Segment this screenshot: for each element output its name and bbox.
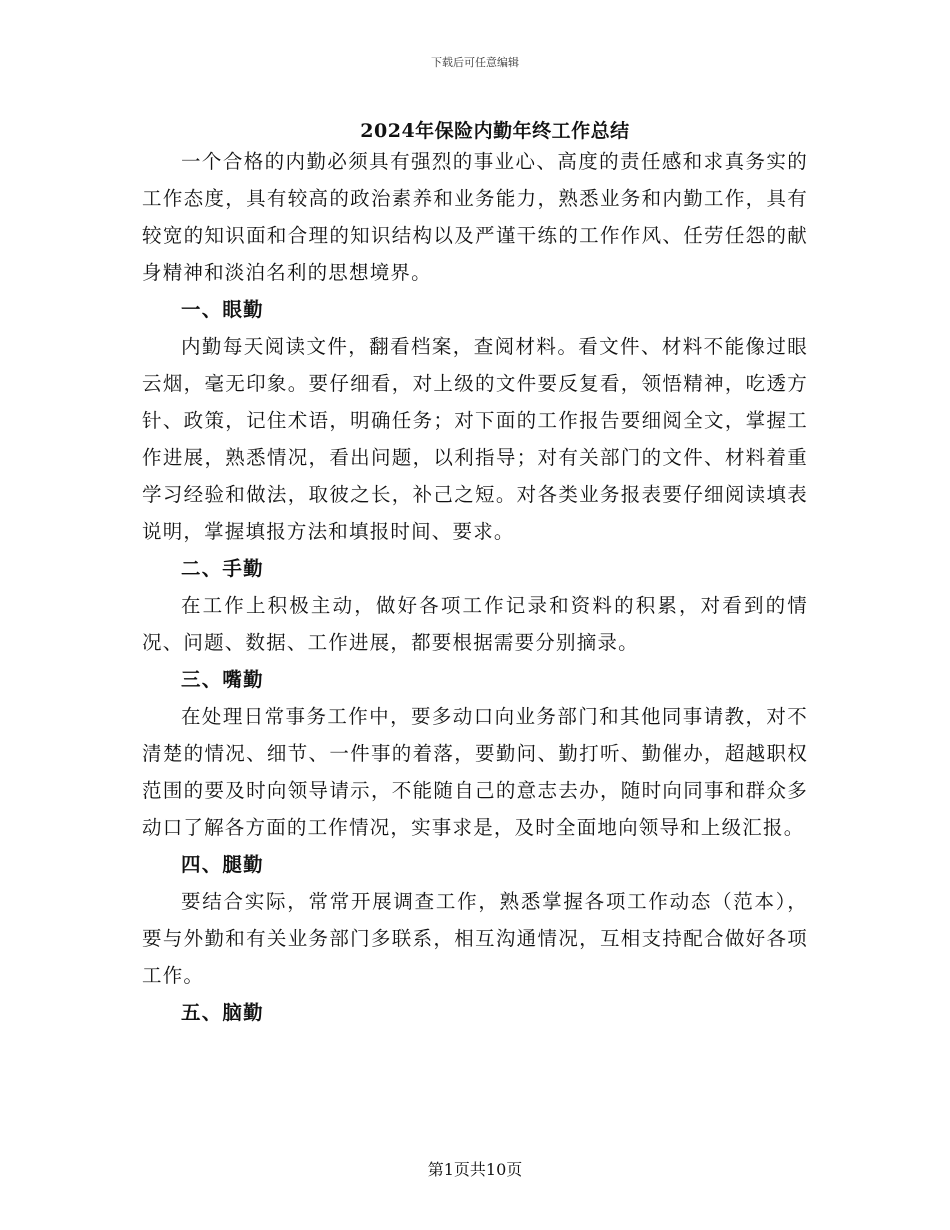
section-body-hands: 在工作上积极主动，做好各项工作记录和资料的积累，对看到的情况、问题、数据、工作进展，都要根据需要分别摘录。 — [142, 594, 808, 654]
section-heading-eyes: 一、眼勤 — [181, 298, 264, 321]
section-heading-brain: 五、脑勤 — [181, 1001, 264, 1024]
section-heading-hands: 二、手勤 — [181, 557, 264, 580]
intro-paragraph: 一个合格的内勤必须具有强烈的事业心、高度的责任感和求真务实的工作态度，具有较高的政治素养和业务能力，熟悉业务和内勤工作，具有较宽的知识面和合理的知识结构以及严谨干练的工作作风、任劳任怨的献身精神和淡泊名利的思想境界。 — [142, 150, 808, 284]
section-heading-legs: 四、腿勤 — [181, 853, 264, 876]
document-title: 2024年保险内勤年终工作总结 — [360, 120, 630, 142]
section-body-mouth: 在处理日常事务工作中，要多动口向业务部门和其他同事请教，对不清楚的情况、细节、一件事的着落，要勤问、勤打听、勤催办，超越职权范围的要及时向领导请示，不能随自己的意志去办，随时向同事和群众多动口了解各方面的工作情况，实事求是，及时全面地向领导和上级汇报。 — [142, 705, 808, 839]
page-indicator: 第1页共10页 — [427, 1160, 523, 1179]
document-body — [142, 143, 808, 1031]
section-body-eyes: 内勤每天阅读文件，翻看档案，查阅材料。看文件、材料不能像过眼云烟，毫无印象。要仔细看，对上级的文件要反复看，领悟精神，吃透方针、政策，记住术语，明确任务；对下面的工作报告要细阅全文，掌握工作进展，熟悉情况，看出问题，以利指导；对有关部门的文件、材料着重学习经验和做法，取彼之长，补己之短。对各类业务报表要仔细阅读填表说明，掌握填报方法和填报时间、要求。 — [142, 335, 808, 543]
section-body-legs: 要结合实际，常常开展调查工作，熟悉掌握各项工作动态（范本），要与外勤和有关业务部门多联系，相互沟通情况，互相支持配合做好各项工作。 — [142, 890, 808, 987]
section-heading-mouth: 三、嘴勤 — [181, 668, 264, 691]
header-note: 下载后可任意编辑 — [431, 56, 519, 69]
